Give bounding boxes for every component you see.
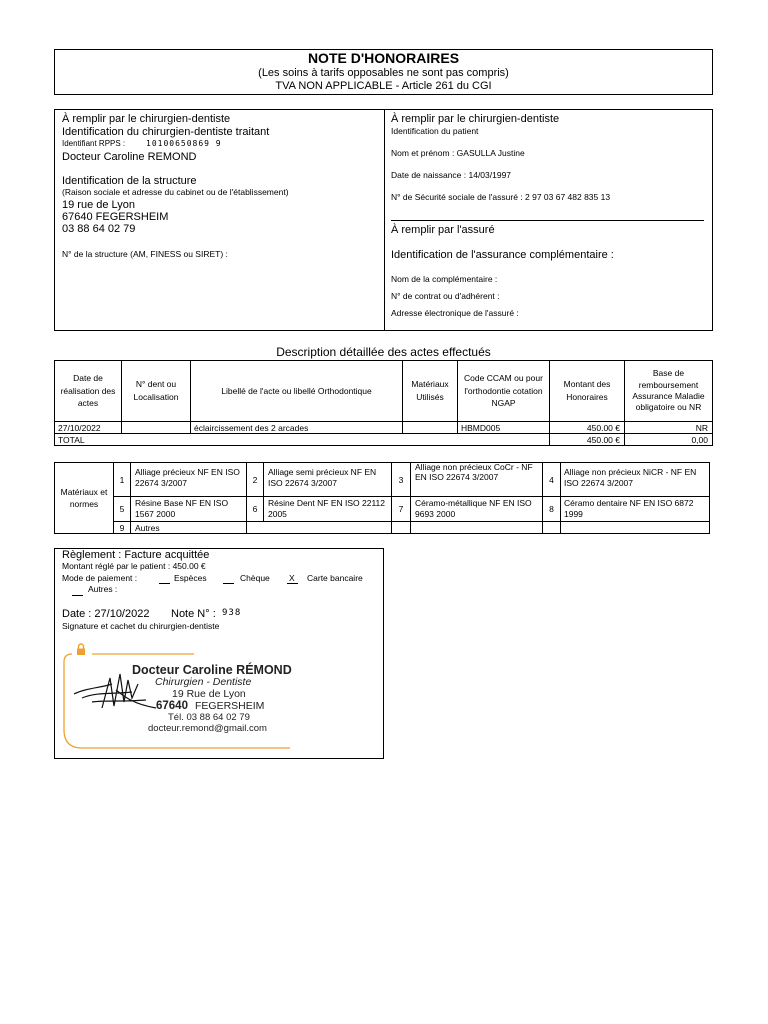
carte-check-mark: X	[289, 573, 295, 583]
patient-ident-title: Identification du patient	[391, 126, 479, 136]
header-code: Code CCAM ou pour l'orthodontie cotation NGAP	[457, 360, 550, 422]
stamp-email: docteur.remond@gmail.com	[148, 723, 267, 734]
structure-title: Identification de la structure	[62, 175, 197, 187]
row-label: éclaircissement des 2 arcades	[190, 421, 403, 434]
patient-fill-by: À remplir par le chirurgien-dentiste	[391, 113, 560, 125]
header-materials: Matériaux Utilisés	[402, 360, 458, 422]
structure-number-label: N° de la structure (AM, FINESS ou SIRET) :	[62, 249, 228, 259]
patient-name: Nom et prénom : GASULLA Justine	[391, 148, 525, 158]
note-number-label: Note N° :	[171, 608, 216, 620]
structure-subtitle: (Raison sociale et adresse du cabinet ou de l'établissement)	[62, 187, 289, 197]
note-number-value: 938	[222, 608, 242, 618]
contract-number: N° de contrat ou d'adhérent :	[391, 291, 500, 301]
material-text-9: Autres	[130, 521, 247, 534]
material-text-7: Céramo-métallique NF EN ISO 9693 2000	[410, 496, 543, 522]
material-text-5: Résine Base NF EN ISO 1567 2000	[130, 496, 247, 522]
materials-label: Matériaux et normes	[54, 462, 114, 534]
material-empty-d	[542, 521, 561, 534]
material-num-5: 5	[113, 496, 131, 522]
dentist-address-city: 67640 FEGERSHEIM	[62, 211, 169, 223]
material-num-7: 7	[391, 496, 411, 522]
stamp-title: Chirurgien - Dentiste	[155, 676, 252, 688]
especes-label: Espèces	[174, 573, 207, 583]
row-code: HBMD005	[457, 421, 550, 434]
cheque-label: Chèque	[240, 573, 270, 583]
complementary-name: Nom de la complémentaire :	[391, 274, 498, 284]
header-label: Libellé de l'acte ou libellé Orthodontique	[190, 360, 403, 422]
material-text-6: Résine Dent NF EN ISO 22112 2005	[263, 496, 392, 522]
material-num-3: 3	[391, 462, 411, 497]
material-num-9: 9	[113, 521, 131, 534]
patient-birthdate: Date de naissance : 14/03/1997	[391, 170, 512, 180]
patient-ss-number: N° de Sécurité sociale de l'assuré : 2 97 03 67 482 835 13	[391, 192, 611, 202]
material-num-6: 6	[246, 496, 264, 522]
rpps-value: 10100650869 9	[146, 139, 222, 148]
identification-divider	[384, 109, 385, 331]
header-tooth: N° dent ou Localisation	[121, 360, 191, 422]
complementary-title: Identification de l'assurance complémentaire :	[391, 249, 614, 261]
material-text-3: Alliage non précieux CoCr - NF EN ISO 22674 3/2007	[410, 462, 543, 497]
total-base: 0,00	[624, 433, 713, 446]
subtitle-tva: TVA NON APPLICABLE - Article 261 du CGI	[275, 80, 492, 92]
acts-title: Description détaillée des actes effectués	[276, 345, 491, 359]
dentist-fill-by: À remplir par le chirurgien-dentiste	[62, 113, 231, 125]
lock-icon	[75, 643, 87, 656]
material-num-8: 8	[542, 496, 561, 522]
row-date: 27/10/2022	[54, 421, 122, 434]
stamp-address: 19 Rue de Lyon	[172, 688, 246, 700]
row-amount: 450.00 €	[549, 421, 625, 434]
stamp-phone: Tél. 03 88 64 02 79	[168, 712, 250, 723]
page-title: NOTE D'HONORAIRES	[307, 50, 460, 66]
carte-label: Carte bancaire	[307, 573, 363, 583]
header-base: Base de remboursement Assurance Maladie obligatoire ou NR	[624, 360, 713, 422]
row-base: NR	[624, 421, 713, 434]
material-text-2: Alliage semi précieux NF EN ISO 22674 3/2007	[263, 462, 392, 497]
dentist-phone: 03 88 64 02 79	[62, 223, 136, 235]
material-empty-c	[410, 521, 543, 534]
payment-amount: Montant réglé par le patient : 450.00 €	[62, 561, 206, 571]
cheque-blank[interactable]	[223, 583, 234, 584]
header-date: Date de réalisation des actes	[54, 360, 122, 422]
stamp-postcode: 67640	[156, 700, 188, 712]
dentist-ident-title: Identification du chirurgien-dentiste traitant	[62, 126, 270, 138]
insured-email: Adresse électronique de l'assuré :	[391, 308, 519, 318]
material-empty-b	[391, 521, 411, 534]
payment-title: Règlement : Facture acquittée	[62, 549, 210, 561]
header-amount: Montant des Honoraires	[549, 360, 625, 422]
payment-date: Date : 27/10/2022	[62, 608, 150, 620]
dentist-name: Docteur Caroline REMOND	[62, 151, 197, 163]
material-text-8: Céramo dentaire NF EN ISO 6872 1999	[560, 496, 710, 522]
autres-blank[interactable]	[72, 595, 83, 596]
dentist-address-street: 19 rue de Lyon	[62, 199, 135, 211]
material-num-4: 4	[542, 462, 561, 497]
material-num-1: 1	[113, 462, 131, 497]
stamp-city: FEGERSHEIM	[195, 700, 265, 712]
material-num-2: 2	[246, 462, 264, 497]
total-amount: 450.00 €	[549, 433, 625, 446]
total-label: TOTAL	[54, 433, 550, 446]
stamp-name: Docteur Caroline RÉMOND	[132, 663, 292, 677]
patient-separator	[391, 220, 704, 221]
material-text-4: Alliage non précieux NiCR - NF EN ISO 22674 3/2007	[560, 462, 710, 497]
material-text-1: Alliage précieux NF EN ISO 22674 3/2007	[130, 462, 247, 497]
signature-label: Signature et cachet du chirurgien-dentiste	[62, 621, 220, 631]
material-empty-a	[246, 521, 392, 534]
insured-fill-by: À remplir par l'assuré	[391, 224, 495, 236]
rpps-label: Identifiant RPPS :	[62, 139, 126, 148]
payment-mode-label: Mode de paiement :	[62, 573, 138, 583]
subtitle-tarifs: (Les soins à tarifs opposables ne sont pas compris)	[258, 67, 509, 79]
material-empty-e	[560, 521, 710, 534]
especes-blank[interactable]	[159, 583, 170, 584]
autres-label: Autres :	[88, 584, 118, 594]
